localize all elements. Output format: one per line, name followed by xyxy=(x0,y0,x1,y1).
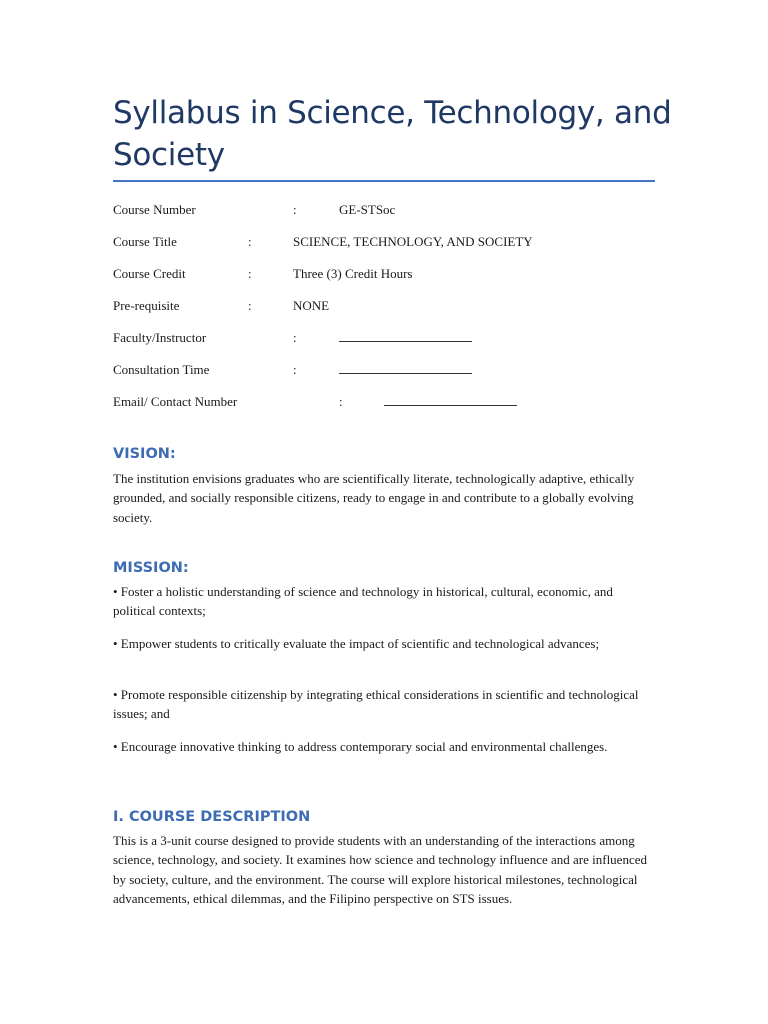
course-description-text: This is a 3-unit course designed to provide students with an understanding of the interactions among science, technology, and society. It examines how science and technology influence and are influenced by society, culture, and the environment. The course will explore historical milestones, technological advancements, ethical dilemmas, and the Filipino perspective on STS issues. xyxy=(113,833,647,906)
info-value: Three (3) Credit Hours xyxy=(293,266,413,281)
mission-heading: MISSION: xyxy=(113,560,189,576)
info-label: Course Number xyxy=(113,202,196,217)
info-label: Consultation Time xyxy=(113,362,210,377)
info-value: GE-STSoc xyxy=(339,202,396,217)
info-colon: : xyxy=(293,330,297,345)
vision-text: The institution envisions graduates who are scientifically literate, technologically adaptive, ethically grounded, and socially responsible citizens, ready to engage in and contribute to a globally evolving society. xyxy=(113,471,635,525)
info-label: Email/ Contact Number xyxy=(113,394,238,409)
mission-item: • Encourage innovative thinking to address contemporary social and environmental challenges. xyxy=(113,739,608,754)
info-colon: : xyxy=(248,298,252,313)
mission-item: • Empower students to critically evaluate the impact of scientific and technological advances; xyxy=(113,636,600,651)
info-colon: : xyxy=(293,362,297,377)
info-label: Faculty/Instructor xyxy=(113,330,207,345)
title-underline xyxy=(113,180,655,182)
info-label: Course Title xyxy=(113,234,177,249)
fill-in-blank-line xyxy=(339,329,472,342)
info-colon: : xyxy=(248,266,252,281)
mission-item: • Promote responsible citizenship by integrating ethical considerations in scientific and technological issues; and xyxy=(113,687,639,722)
vision-heading: VISION: xyxy=(113,446,176,462)
info-colon: : xyxy=(339,394,343,409)
fill-in-blank-line xyxy=(384,393,517,406)
course-description-heading: I. COURSE DESCRIPTION xyxy=(113,809,311,825)
page-title: Syllabus in Science, Technology, and Society xyxy=(113,95,672,173)
fill-in-blank-line xyxy=(339,361,472,374)
mission-item: • Foster a holistic understanding of science and technology in historical, cultural, economic, and political contexts; xyxy=(113,584,613,619)
info-value: SCIENCE, TECHNOLOGY, AND SOCIETY xyxy=(293,234,533,249)
info-colon: : xyxy=(248,234,252,249)
info-colon: : xyxy=(293,202,297,217)
info-label: Pre-requisite xyxy=(113,298,180,313)
info-label: Course Credit xyxy=(113,266,186,281)
info-value: NONE xyxy=(293,298,330,313)
